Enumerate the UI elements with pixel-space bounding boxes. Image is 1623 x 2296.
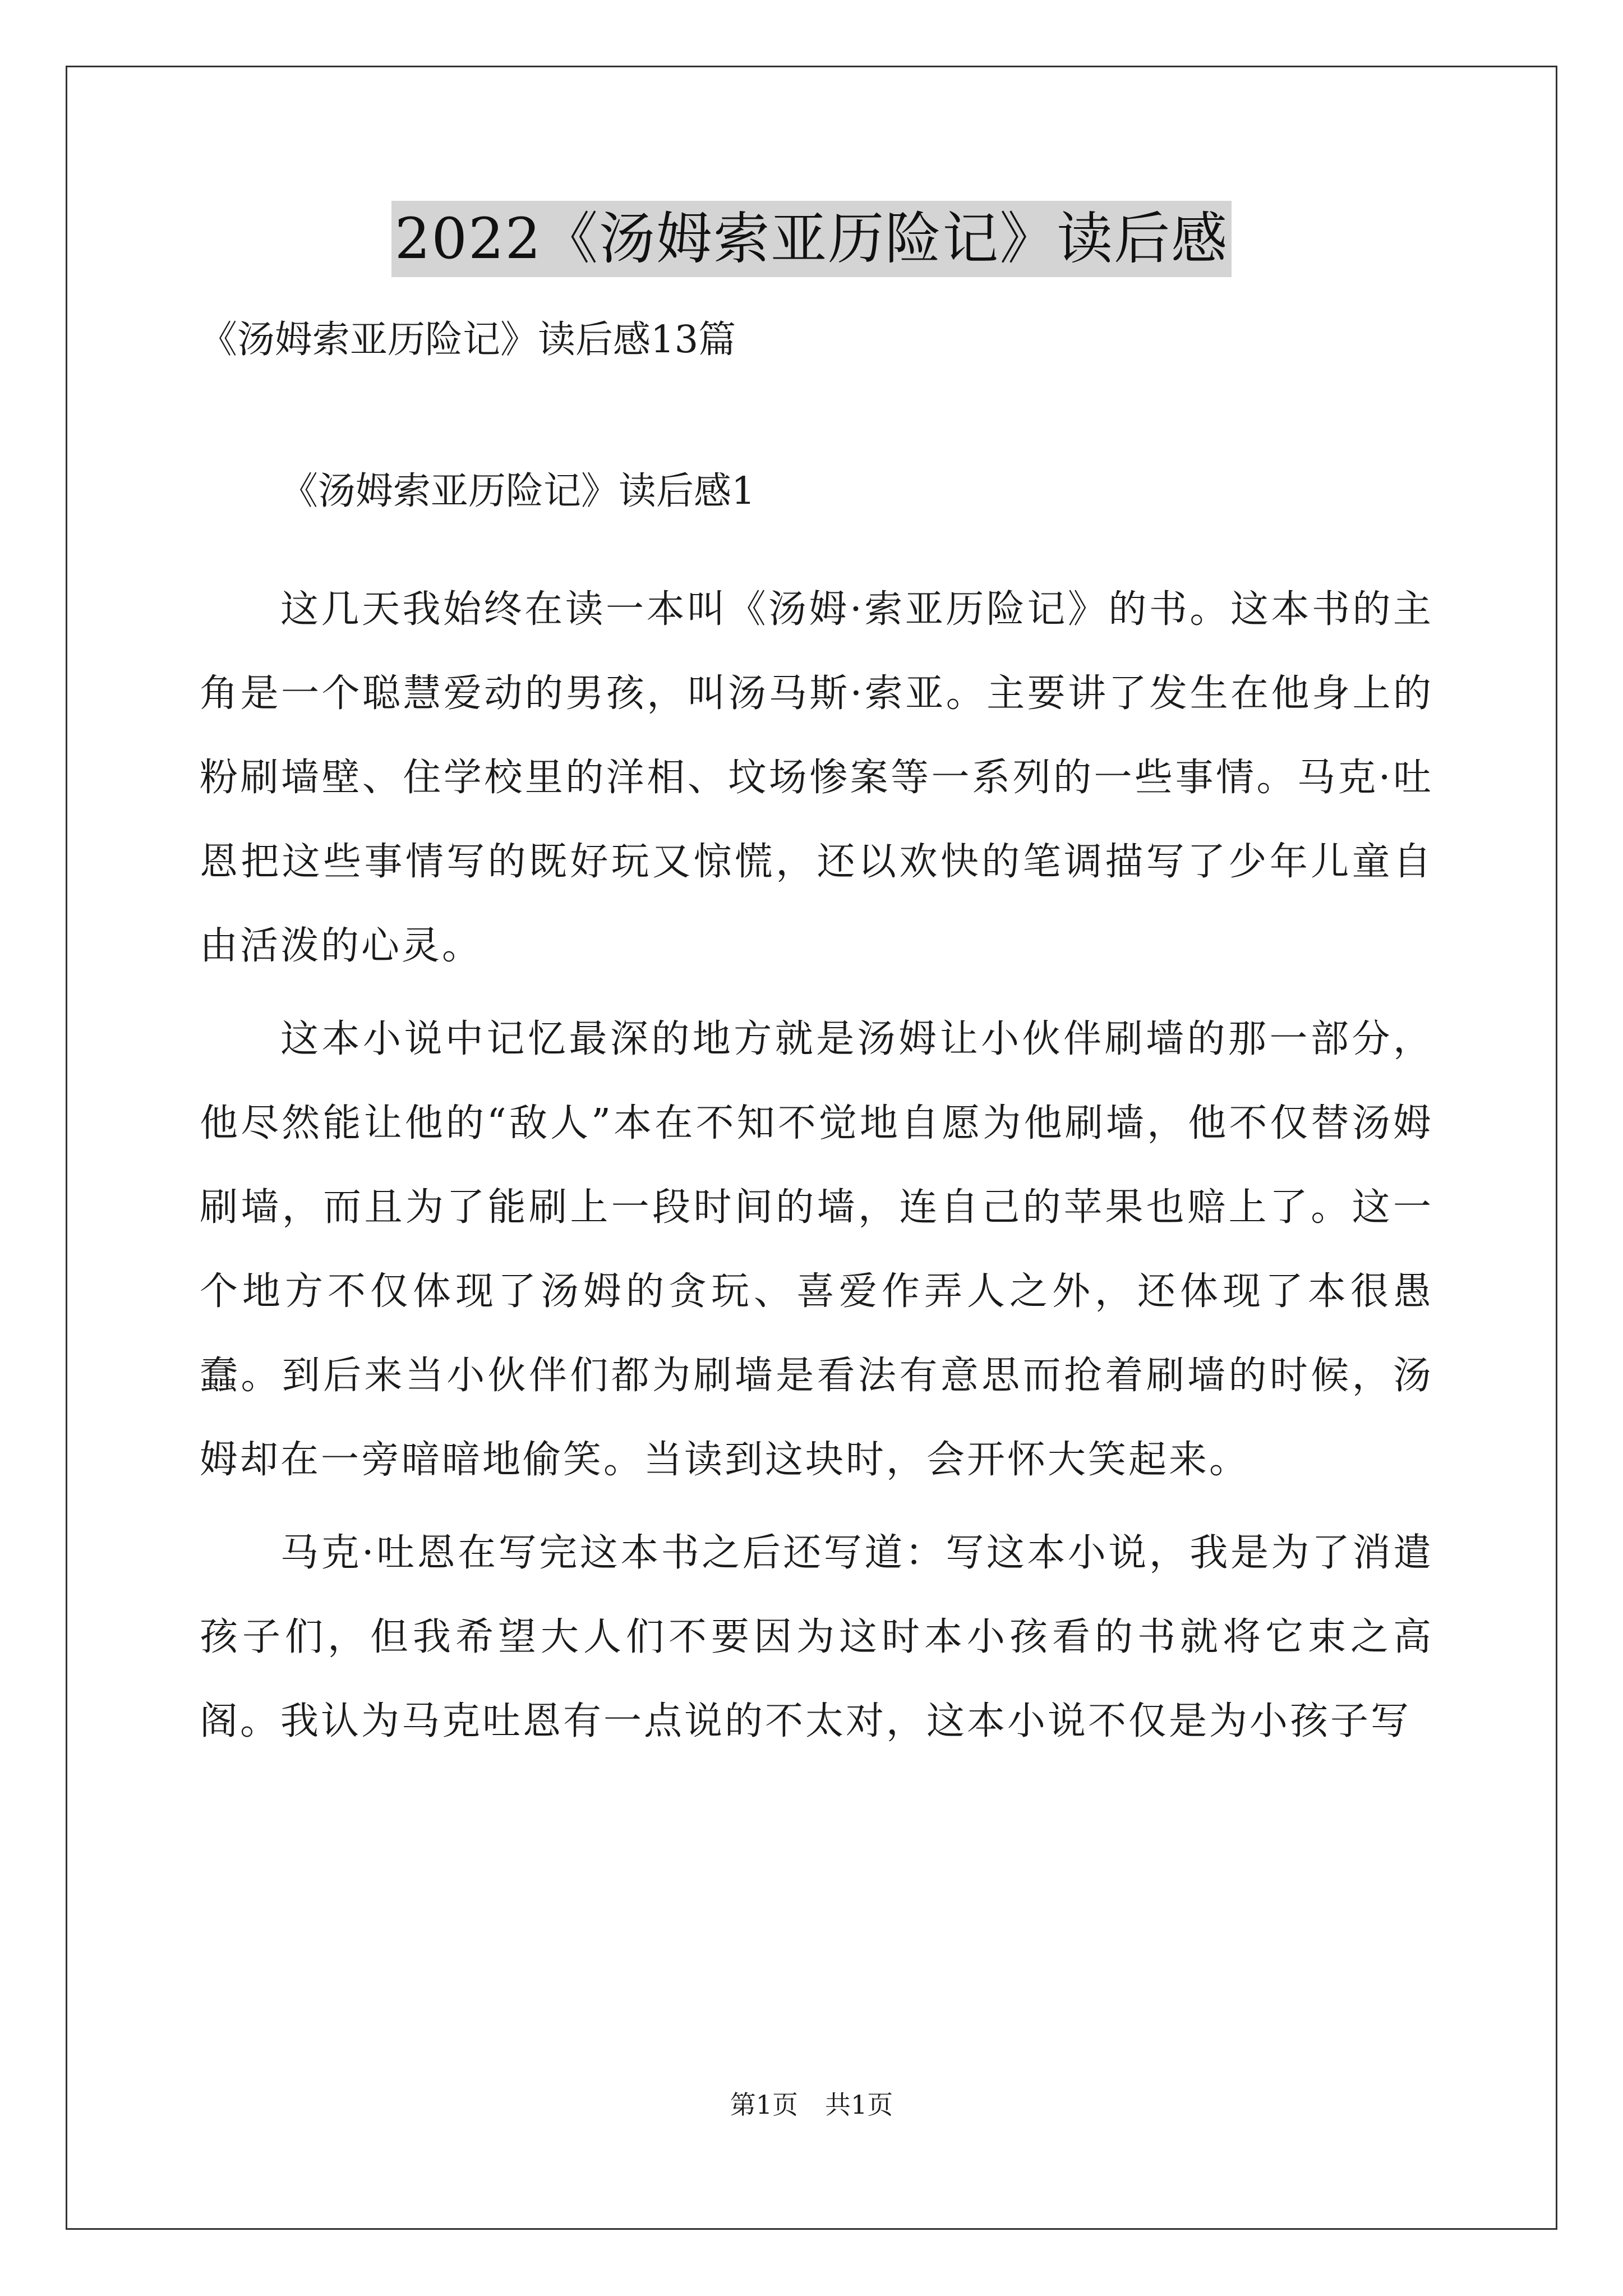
paragraph: 这几天我始终在读一本叫《汤姆·索亚历险记》的书。这本书的主角是一个聪慧爱动的男孩，叫汤马斯·索亚。主要讲了发生在他身上的粉刷墙壁、住学校里的洋相、坟场惨案等一系列的一些事情。马克·吐恩把这些事情写的既好玩又惊慌，还以欢快的笔调描写了少年儿童自由活泼的心灵。	[200, 587, 1433, 968]
section-heading: 《汤姆索亚历险记》读后感1	[280, 469, 755, 513]
paragraph: 马克·吐恩在写完这本书之后还写道：写这本小说，我是为了消遣孩子们，但我希望大人们不要因为这时本小孩看的书就将它束之高阁。我认为马克吐恩有一点说的不太对，这本小说不仅是为小孩子写	[200, 1531, 1433, 1743]
page-footer	[0, 2088, 1623, 2122]
title-container	[0, 201, 1623, 277]
document-subtitle: 《汤姆索亚历险记》读后感13篇	[200, 318, 736, 361]
page-total: 共1页	[825, 2090, 893, 2120]
document-body	[200, 568, 1433, 1773]
document-title: 2022《汤姆索亚历险记》读后感	[391, 201, 1232, 277]
paragraph: 这本小说中记忆最深的地方就是汤姆让小伙伴刷墙的那一部分，他尽然能让他的“敌人”本在不知不觉地自愿为他刷墙，他不仅替汤姆刷墙，而且为了能刷上一段时间的墙，连自己的苹果也赔上了。这一个地方不仅体现了汤姆的贪玩、喜爱作弄人之外，还体现了本很愚蠢。到后来当小伙伴们都为刷墙是看法有意思而抢着刷墙的时候，汤姆却在一旁暗暗地偷笑。当读到这块时，会开怀大笑起来。	[200, 1017, 1433, 1482]
page-number: 第1页	[730, 2090, 798, 2120]
